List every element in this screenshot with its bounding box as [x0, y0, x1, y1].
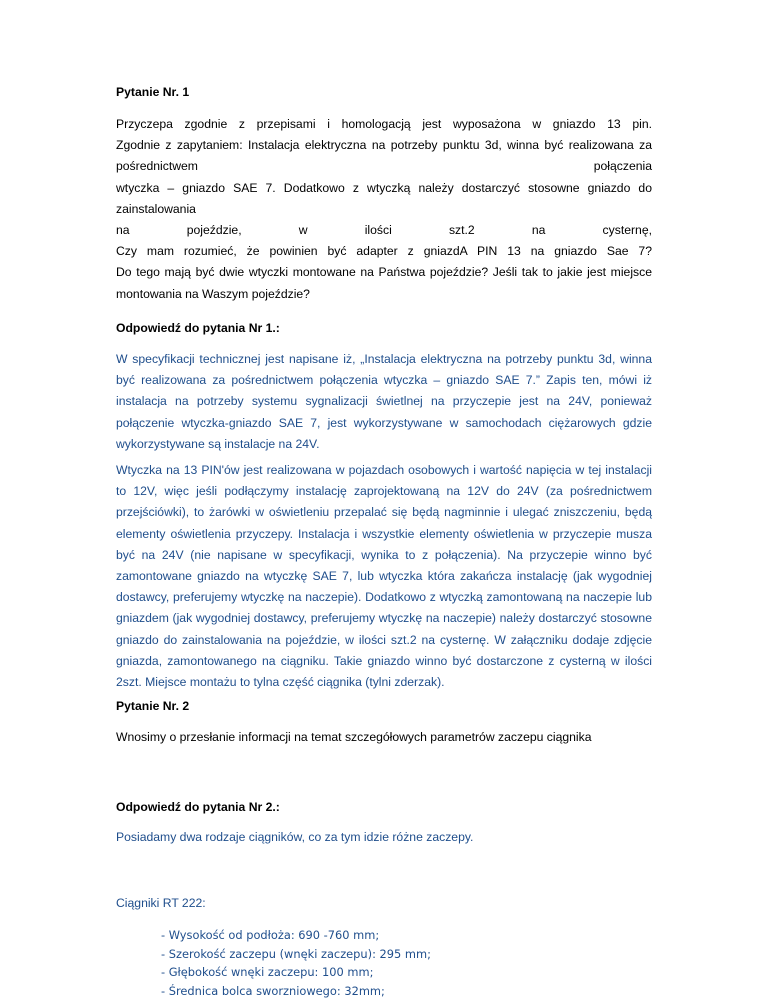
- question-1-line-start: pośrednictwem: [116, 159, 198, 174]
- question-1-line: Zgodnie z zapytaniem: Instalacja elektryczna na potrzeby punktu 3d, winna być realizowana za: [116, 138, 652, 153]
- question-1-line: montowania na Waszym pojeździe?: [116, 286, 310, 301]
- tractor-parameters-list: [161, 926, 431, 1000]
- question-2-heading: Pytanie Nr. 2: [116, 699, 190, 713]
- answer-1-heading: Odpowiedź do pytania Nr 1.:: [116, 321, 280, 335]
- question-1-line: wtyczka – gniazdo SAE 7. Dodatkowo z wtyczką należy dostarczyć stosowne gniazdo do: [116, 180, 652, 195]
- answer-2-subheading: Ciągniki RT 222:: [116, 896, 206, 910]
- list-item: - Wysokość od podłoża: 690 -760 mm;: [161, 928, 380, 942]
- question-1-line: [116, 156, 652, 177]
- list-item: - Głębokość wnęki zaczepu: 100 mm;: [161, 965, 374, 980]
- question-2-text: Wnosimy o przesłanie informacji na temat szczegółowych parametrów zaczepu ciągnika: [116, 730, 592, 744]
- answer-1-paragraph-1: W specyfikacji technicznej jest napisane iż, „Instalacja elektryczna na potrzeby punktu 3d, winna być realizowana za pośrednictwem połączenia wtyczka – gniazdo SAE 7.” Zapis ten, mówi iż instalacja na potrzeby systemu sygnalizacji świetlnej na przyczepie jest na 24V, ponieważ połączenie wtyczka-gniazdo SAE 7, jest wykorzystywane w samochodach ciężarowych gdzie wykorzystywane są instalacje na 24V.: [116, 352, 652, 451]
- question-1-line: zainstalowania: [116, 201, 196, 216]
- question-1-line: Do tego mają być dwie wtyczki montowane na Państwa pojeździe? Jeśli tak to jakie jest miejsce: [116, 265, 652, 280]
- answer-1-paragraph-2: Wtyczka na 13 PIN'ów jest realizowana w pojazdach osobowych i wartość napięcia w tej instalacji to 12V, więc jeśli podłączymy instalację zaprojektowaną na 12V do 24V (za pośrednictwem przejściówki), to żarówki w oświetleniu przepalać się będą nagminnie i ulegać zniszczeniu, będą elementy oświetlenia przyczepy. Instalacja i wszystkie elementy oświetlenia w przyczepie musza być na 24V (nie napisane w specyfikacji, wynika to z połączenia). Na przyczepie winno być zamontowane gniazdo na wtyczkę SAE 7, lub wtyczka która zakańcza instalację (jak wygodniej dostawcy, preferujemy wtyczkę na naczepie). Dodatkowo z wtyczką zamontowaną na naczepie lub gniazdem (jak wygodniej dostawcy, preferujemy wtyczkę na naczepie) należy dostarczyć stosowne gniazdo do zainstalowania na pojeździe, w ilości szt.2 na cysternę. W załączniku dodaje zdjęcie gniazda, zamontowanego na ciągniku. Takie gniazdo winno być dostarczone z cysterną w ilości 2szt. Miejsce montażu to tylna część ciągnika (tylni zderzak).: [116, 463, 652, 690]
- answer-2-heading: Odpowiedź do pytania Nr 2.:: [116, 800, 280, 814]
- question-1-line: Czy mam rozumieć, że powinien być adapter z gniazdA PIN 13 na gniazdo Sae 7?: [116, 244, 652, 259]
- question-1-line-end: połączenia: [593, 159, 652, 174]
- list-item: - Szerokość zaczepu (wnęki zaczepu): 295 mm;: [161, 946, 431, 961]
- question-1-line: Przyczepa zgodnie z przepisami i homologacją jest wyposażona w gniazdo 13 pin.: [116, 117, 652, 131]
- question-1-heading: Pytanie Nr. 1: [116, 85, 190, 99]
- list-item: - Średnica bolca sworzniowego: 32mm;: [161, 983, 385, 998]
- question-1-line: na pojeździe, w ilości szt.2 na cysternę,: [116, 223, 652, 238]
- answer-2-text: Posiadamy dwa rodzaje ciągników, co za tym idzie różne zaczepy.: [116, 830, 474, 844]
- question-1-body: [116, 114, 652, 305]
